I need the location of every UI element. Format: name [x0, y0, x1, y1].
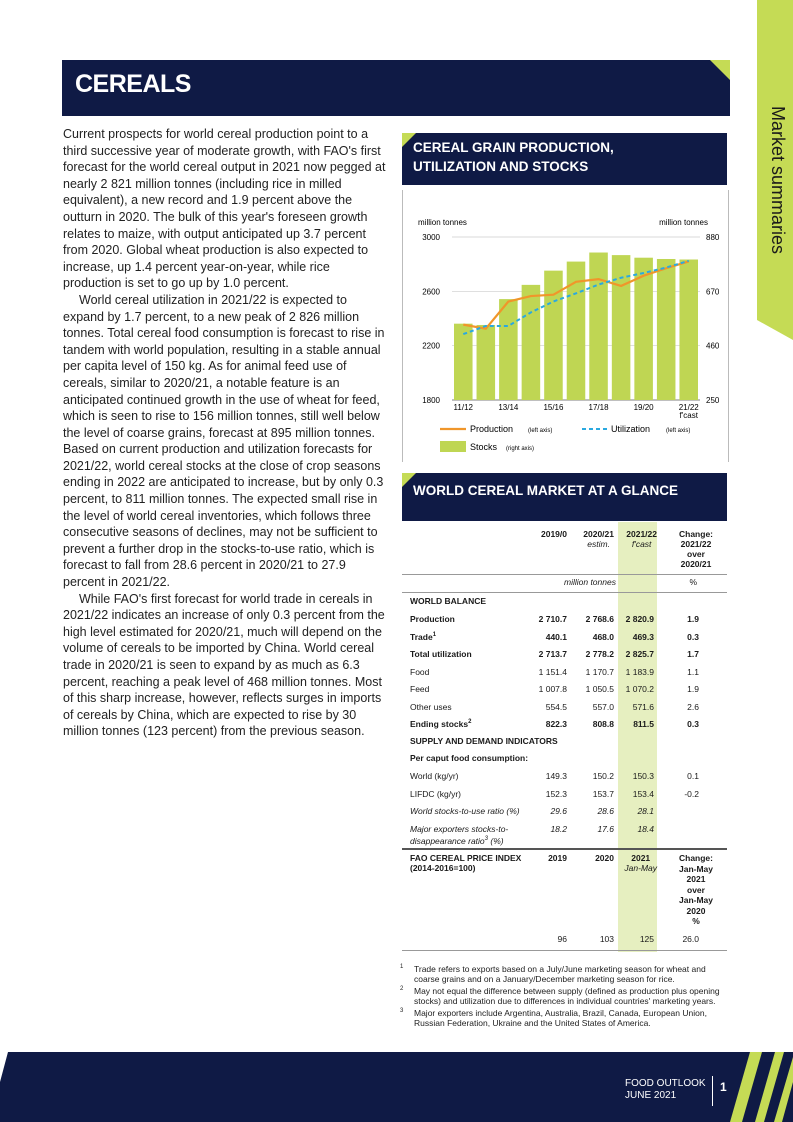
page-title: CEREALS — [75, 70, 191, 98]
table-row: Trade$^1$ 440.1 468.0 469.3 0.3 — [410, 631, 699, 642]
stocks-bar — [679, 260, 698, 400]
footer-stripes — [700, 1052, 793, 1122]
x-tick-label: 19/20 — [633, 403, 654, 412]
left-tick-label: 1800 — [422, 396, 440, 405]
legend-utilization: Utilization — [611, 424, 651, 434]
left-tick-label: 3000 — [422, 233, 440, 242]
paragraph-1: Current prospects for world cereal production point to a third successive year of moderate growth, with FAO's first forecast for the world cereal output in 2021 now pegged at nearly 2 821 million tonnes (including rice in milled equivalent), a new record and 1.9 percent above the outturn in 2020. The bulk of this year's foreseen growth relates to maize, with output anticipated up 3.7 percent from 2020. Global wheat production is also expected to increase, up 1.4 percent year-on-year, while rice production is set to go up by 1.0 percent. — [63, 127, 386, 291]
right-axis-label: million tonnes — [659, 218, 708, 227]
col-header-2020: 2020/21 estim. — [583, 529, 614, 549]
chart — [402, 210, 727, 460]
right-tick-label: 250 — [706, 396, 720, 405]
legend-stocks: Stocks — [470, 442, 498, 452]
units-pct: % — [689, 577, 697, 587]
stocks-bar — [589, 253, 608, 400]
body-text — [63, 126, 389, 740]
chart-box-header — [402, 133, 727, 185]
col-header-2021: 2021/22 f'cast — [626, 529, 657, 549]
major-exporters-row: Major exporters stocks-to- disappearance ratio$^3$ (%) 18.2 17.6 18.4 — [410, 824, 654, 846]
per-caput-heading: Per caput food consumption: — [410, 753, 529, 763]
x-tick-label: 11/12 — [453, 403, 473, 412]
table-row: Ending stocks$^2$ 822.3 808.8 811.5 0.3 — [410, 719, 699, 729]
footnote: 3 Major exporters include Argentina, Australia, Brazil, Canada, European Union, Russian Federation, Ukraine and the United States of America. — [400, 1008, 707, 1028]
right-tick-label: 670 — [706, 287, 720, 297]
table-header-row — [402, 529, 727, 579]
x-tick-label: 21/22 — [678, 403, 699, 412]
footnote: 2 May not equal the difference between supply (defined as production plus opening stocks) and utilization due to differences in individual countries' marketing years. — [400, 986, 720, 1006]
legend-utilization-axis: (left axis) — [666, 428, 691, 434]
table-row: Other uses 554.5 557.0 571.6 2.6 — [410, 701, 699, 712]
left-tick-label: 2600 — [422, 287, 440, 297]
price-index-row: FAO CEREAL PRICE INDEX (2014-2016=100) 2019 2020 2021 Jan-May Change: Jan-May 2021 over Jan-May 2020 % — [410, 853, 713, 926]
stocks-bar — [454, 324, 473, 400]
table-title: WORLD CEREAL MARKET AT A GLANCE — [413, 483, 678, 498]
table-row: Feed 1 007.8 1 050.5 1 070.2 1.9 — [410, 684, 699, 694]
legend-production: Production — [470, 424, 514, 434]
table-box-header — [402, 473, 727, 521]
chart-title-line1: CEREAL GRAIN PRODUCTION, — [413, 140, 614, 155]
table-row: World (kg/yr) 149.3 150.2 150.3 0.1 — [410, 771, 699, 781]
x-tick-label: 13/14 — [498, 403, 519, 412]
stocks-bar — [522, 285, 541, 400]
legend-stocks-axis: (right axis) — [506, 446, 535, 452]
stocks-bar — [499, 299, 518, 400]
footnotes — [400, 964, 730, 1030]
right-tick-label: 460 — [706, 341, 720, 351]
x-tick-forecast: f'cast — [679, 411, 698, 420]
legend-production-axis: (left axis) — [528, 428, 553, 434]
section-world-balance: WORLD BALANCE — [410, 596, 487, 606]
x-tick-label: 17/18 — [588, 403, 609, 412]
left-axis-label: million tonnes — [418, 218, 467, 227]
table-row: Food 1 151.4 1 170.7 1 183.9 1.1 — [410, 666, 699, 677]
price-index-values: 96 103 125 26.0 — [557, 934, 699, 944]
units-row — [402, 577, 727, 591]
footer-publication: FOOD OUTLOOK JUNE 2021 — [625, 1078, 706, 1101]
footer-left-accent — [0, 1052, 40, 1122]
table-row: Total utilization 2 713.7 2 778.2 2 825.7 1.7 — [410, 649, 699, 659]
stocks-bar — [657, 259, 676, 400]
footer-divider — [712, 1076, 713, 1106]
col-header-change: Change: 2021/22 over 2020/21 — [679, 529, 713, 569]
table-row: World stocks-to-use ratio (%) 29.6 28.6 28.1 — [410, 806, 654, 816]
x-tick-label: 15/16 — [543, 403, 564, 412]
paragraph-2: World cereal utilization in 2021/22 is expected to expand by 1.7 percent, to a new peak of 2 826 million tonnes. Total cereal food consumption is forecast to rise in tandem with world population, resulting in a stable annual per capita level of 150 kg. As for animal feed use of cereals, similar to 2020/21, a notable feature is an anticipated continued growth in the use of wheat for feed, which is seen to rise to 156 million tonnes, still well below the level of coarse grains, forecast at 895 million tonnes. Based on current production and utilization forecasts for 2021/22, world cereal stocks at the close of crop seasons ending in 2022 are anticipated to increase, but by only 0.3 percent, to 811 million tonnes. The expected small rise in the level of world cereal inventories, which follows three consecutive seasons of declines, may not be sufficient to prevent a further drop in the stocks-to-use ratio, which is forecast to fall from 28.6 percent in 2020/21 to 27.9 percent in 2021/22. — [63, 292, 385, 590]
paragraph-3: While FAO's first forecast for world trade in cereals in 2021/22 indicates an increase of only 0.3 percent from the high level estimated for 2020/21, much will depend on the volume of cereals to be imported by China. World cereal trade in 2020/21 is seen to expand by as much as 6.3 percent, reaching a peak level of 468 million tonnes. Most of this sharp increase, however, reflects surges in imports of cereals by China, which are expected to rise by 30 million tonnes (123 percent) from the previous season. — [63, 591, 385, 739]
chart-title-line2: UTILIZATION AND STOCKS — [413, 159, 589, 174]
table-row: Production 2 710.7 2 768.6 2 820.9 1.9 — [410, 614, 699, 624]
page-number: 1 — [720, 1080, 727, 1094]
table-row: LIFDC (kg/yr) 152.3 153.7 153.4 -0.2 — [410, 788, 699, 799]
col-header-2019: 2019/0 — [541, 529, 567, 539]
section-indicators: SUPPLY AND DEMAND INDICATORS — [410, 736, 558, 746]
left-tick-label: 2200 — [422, 341, 440, 351]
right-tick-label: 880 — [706, 233, 720, 242]
legend-stocks-swatch — [440, 441, 466, 452]
units-mt: million tonnes — [564, 577, 616, 587]
footnote: 1 Trade refers to exports based on a July/June marketing season for wheat and coarse grains and on a January/December marketing season for rice. — [400, 964, 706, 984]
stocks-bar — [477, 325, 496, 400]
side-label: Market summaries — [768, 105, 789, 255]
